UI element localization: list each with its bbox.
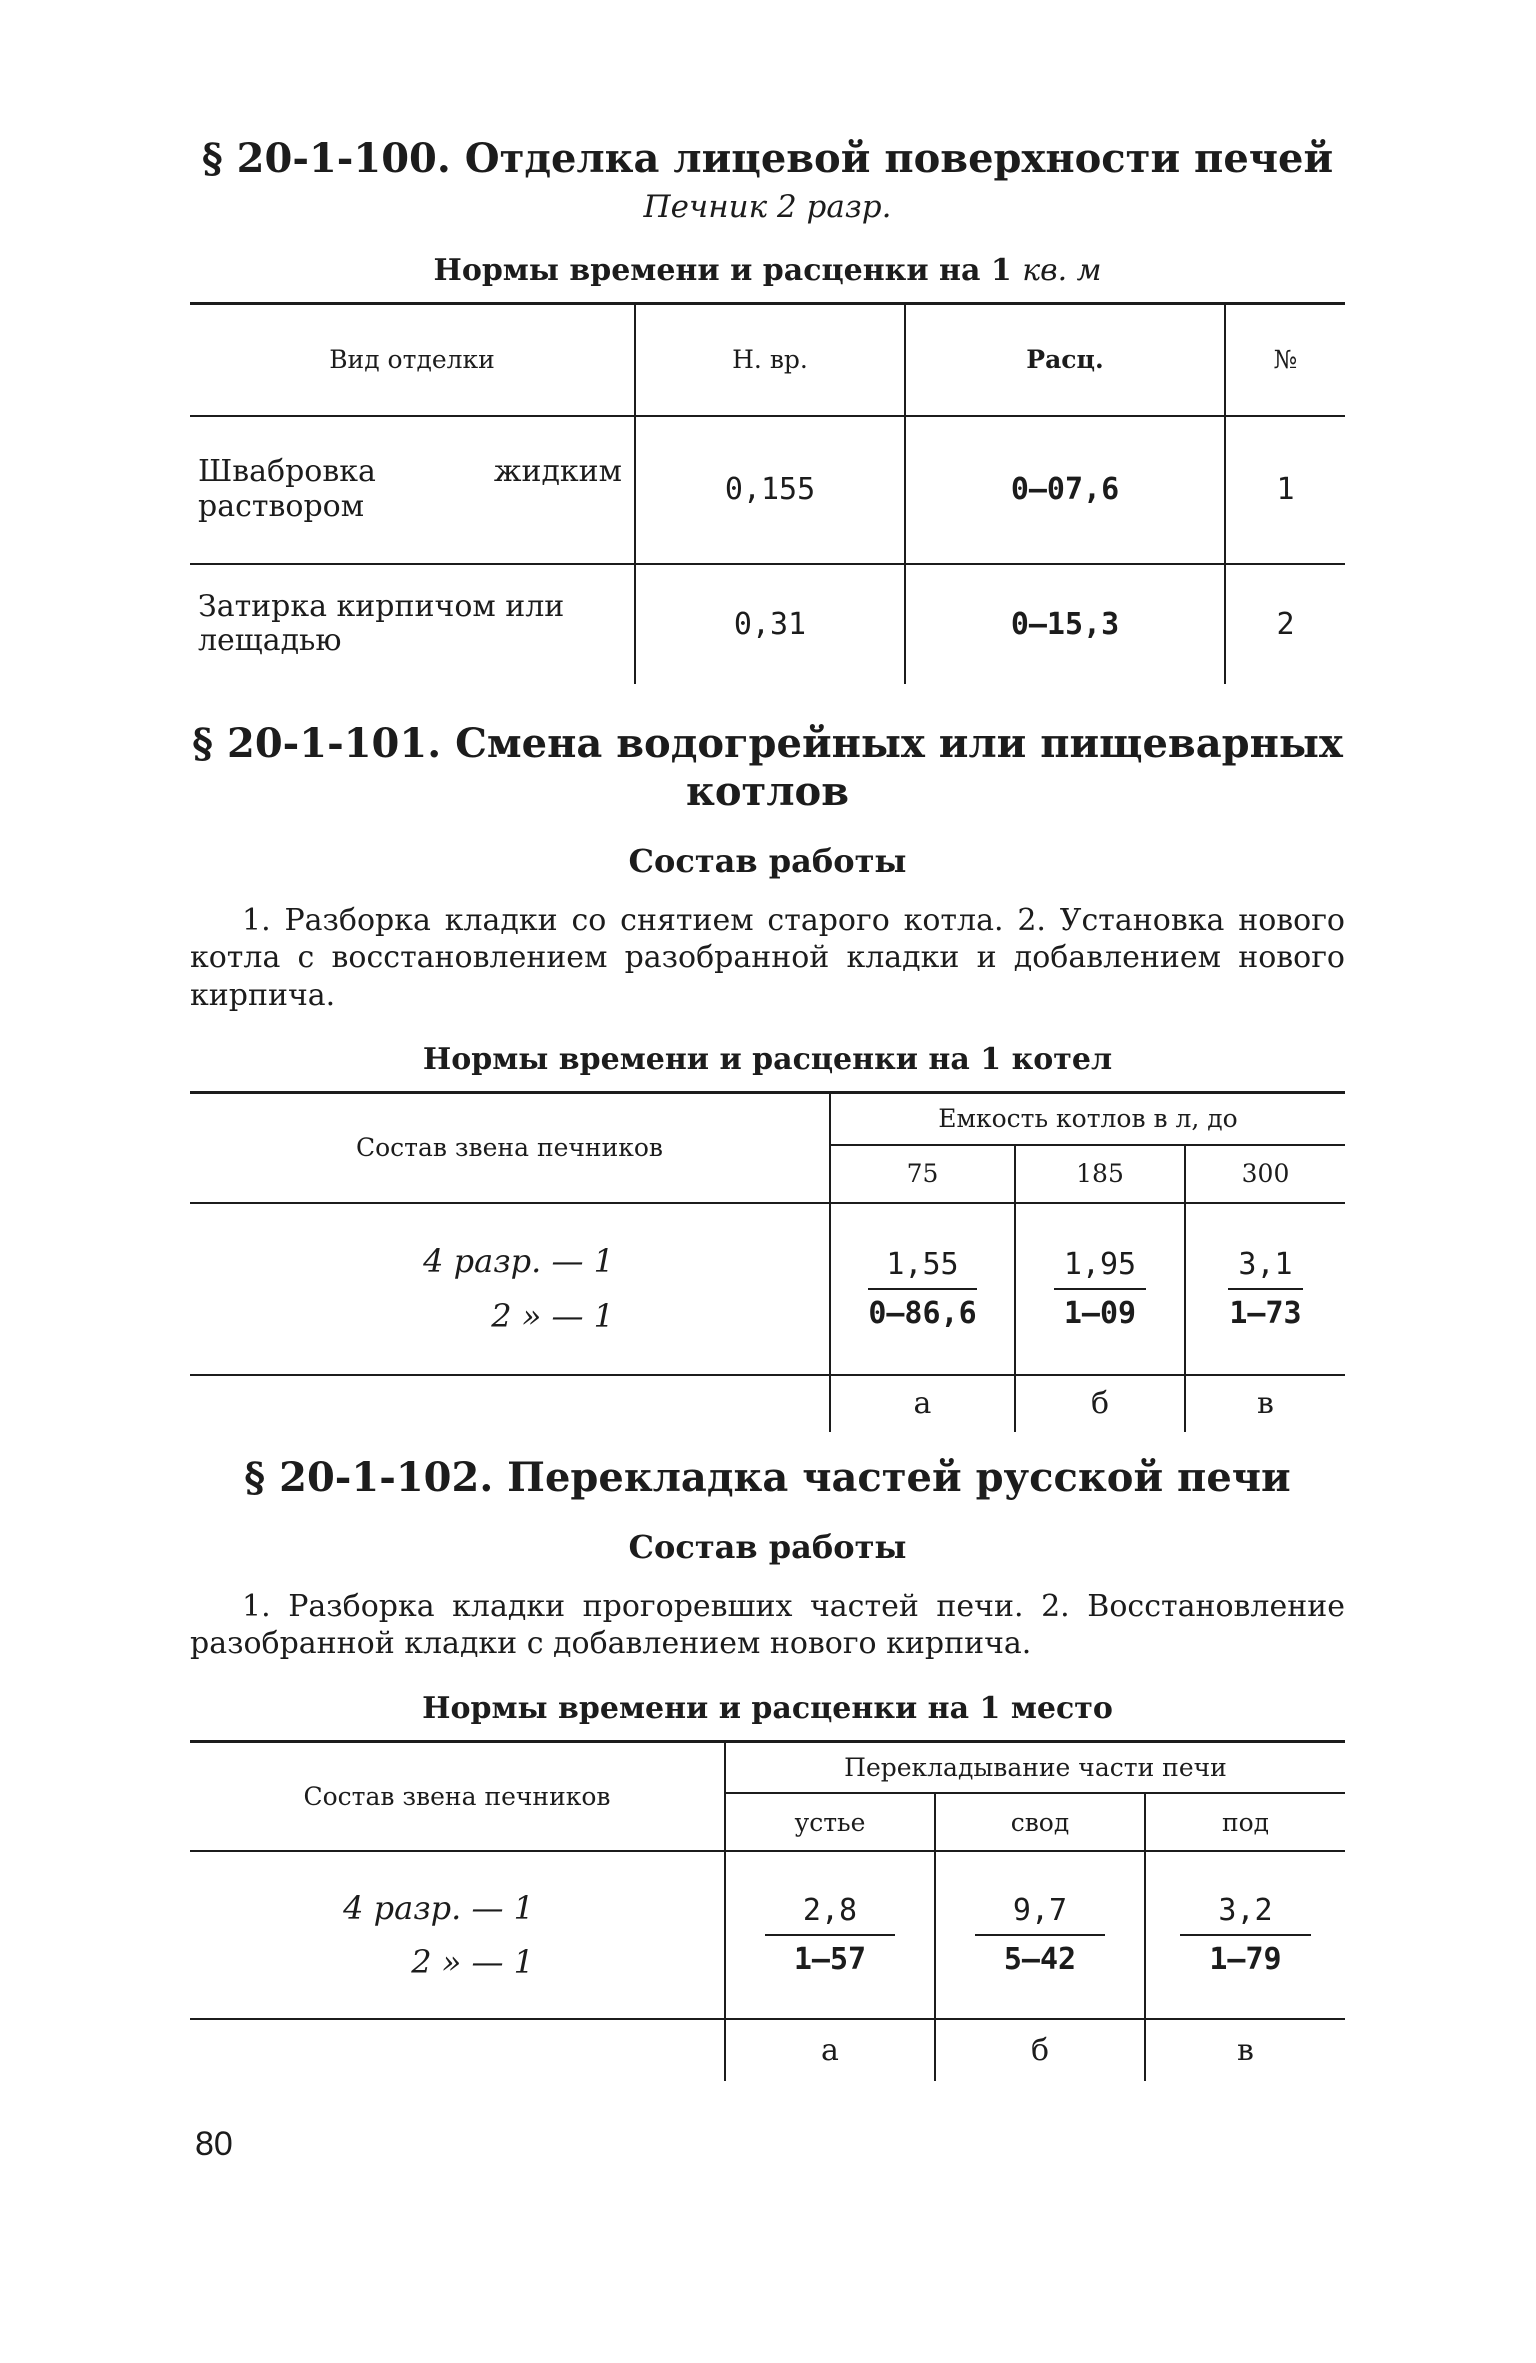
col-header-price: Расц.	[905, 304, 1225, 416]
row-time: 0,155	[635, 416, 905, 564]
section-102-caption: Нормы времени и расценки на 1 место	[422, 1690, 1113, 1726]
row-time: 0,31	[635, 564, 905, 684]
row-price: 0—15,3	[905, 564, 1225, 684]
time-value: 3,1	[1228, 1247, 1302, 1290]
column-letter: в	[1145, 2019, 1345, 2081]
time-value: 1,55	[868, 1247, 976, 1290]
table-header-row	[190, 1741, 1345, 1793]
row-finish-name: Затирка кирпичом или лещадью	[198, 588, 565, 658]
section-102-table	[190, 1740, 1345, 2082]
time-value: 9,7	[975, 1893, 1105, 1936]
value-cell	[725, 1851, 935, 2019]
table-row	[190, 1851, 1345, 2019]
col-header-vault: свод	[935, 1793, 1145, 1851]
rework-header: Перекладывание части печи	[725, 1741, 1345, 1793]
time-price-fraction	[765, 1893, 895, 1977]
crew-cell	[190, 1203, 830, 1375]
price-value: 1—57	[793, 1942, 867, 1977]
section-101-table	[190, 1091, 1345, 1432]
crew-line: 4 разр. — 1	[423, 1242, 614, 1281]
crew-header: Состав звена печников	[190, 1093, 830, 1203]
crew-line: 4 разр. — 1	[343, 1888, 534, 1927]
section-101-title: § 20-1-101. Смена водогрейных или пищеварных котлов	[192, 719, 1343, 815]
empty-cell	[190, 1375, 830, 1432]
value-cell	[1145, 1851, 1345, 2019]
section-100-caption-unit: кв. м	[1022, 253, 1102, 288]
col-header-300: 300	[1185, 1145, 1345, 1203]
section-102-work-text: 1. Разборка кладки прогоревших частей печи. 2. Восстановление разобранной кладки с добавлением нового кирпича.	[190, 1588, 1345, 1661]
value-cell	[935, 1851, 1145, 2019]
table-row	[190, 1203, 1345, 1375]
column-letter: б	[1015, 1375, 1185, 1432]
section-101-caption: Нормы времени и расценки на 1 котел	[422, 1042, 1113, 1077]
time-price-fraction	[1180, 1893, 1310, 1977]
section-101-work-text: 1. Разборка кладки со снятием старого котла. 2. Установка нового котла с восстановлением разобранной кладки и добавлением нового кирпича.	[190, 902, 1345, 1013]
time-price-fraction	[868, 1247, 976, 1331]
time-value: 1,95	[1054, 1247, 1146, 1290]
price-value: 1—79	[1209, 1942, 1282, 1977]
section-100-table	[190, 302, 1345, 684]
row-finish-name: Швабровка жидким раствором	[198, 454, 622, 524]
crew-line: 2 » — 1	[491, 1296, 614, 1335]
col-header-finish: Вид отделки	[329, 345, 495, 375]
column-letters-row	[190, 1375, 1345, 1432]
capacity-header: Емкость котлов в л, до	[830, 1093, 1345, 1145]
price-value: 1—09	[1063, 1295, 1137, 1331]
section-102-work-title: Состав работы	[628, 1527, 907, 1566]
section-100-title: § 20-1-100. Отделка лицевой поверхности печей	[201, 135, 1334, 182]
crew-header: Состав звена печников	[190, 1741, 725, 1851]
page-number: 80	[195, 2125, 233, 2163]
crew-line: 2 » — 1	[411, 1943, 534, 1981]
col-header-number: №	[1225, 304, 1345, 416]
col-header-time: Н. вр.	[635, 304, 905, 416]
column-letter: а	[830, 1375, 1015, 1432]
price-value: 0—86,6	[868, 1295, 977, 1331]
column-letter: а	[725, 2019, 935, 2081]
column-letters-row	[190, 2019, 1345, 2081]
value-cell	[830, 1203, 1015, 1375]
row-number: 2	[1225, 564, 1345, 684]
time-value: 3,2	[1180, 1893, 1310, 1936]
col-header-hearth: под	[1145, 1793, 1345, 1851]
document-page	[190, 135, 1345, 2081]
section-100-caption	[190, 253, 1345, 288]
column-letter: в	[1185, 1375, 1345, 1432]
row-price: 0—07,6	[905, 416, 1225, 564]
time-price-fraction	[1054, 1247, 1146, 1331]
row-number: 1	[1225, 416, 1345, 564]
column-letter: б	[935, 2019, 1145, 2081]
empty-cell	[190, 2019, 725, 2081]
value-cell	[1185, 1203, 1345, 1375]
section-102-title: § 20-1-102. Перекладка частей русской печи	[244, 1453, 1291, 1501]
table-row	[190, 416, 1345, 564]
crew-cell	[190, 1851, 725, 2019]
section-101-work-title: Состав работы	[628, 841, 907, 880]
time-value: 2,8	[765, 1893, 895, 1936]
table-row	[190, 564, 1345, 684]
table-header-row	[190, 304, 1345, 416]
section-100-worker: Печник 2 разр.	[643, 189, 892, 225]
time-price-fraction	[1228, 1247, 1302, 1331]
section-100-caption-main: Нормы времени и расценки на 1	[433, 253, 1012, 288]
table-header-row	[190, 1093, 1345, 1145]
col-header-75: 75	[830, 1145, 1015, 1203]
price-value: 1—73	[1229, 1295, 1302, 1331]
col-header-mouth: устье	[725, 1793, 935, 1851]
time-price-fraction	[975, 1893, 1105, 1977]
col-header-185: 185	[1015, 1145, 1185, 1203]
price-value: 5—42	[1003, 1942, 1077, 1977]
value-cell	[1015, 1203, 1185, 1375]
